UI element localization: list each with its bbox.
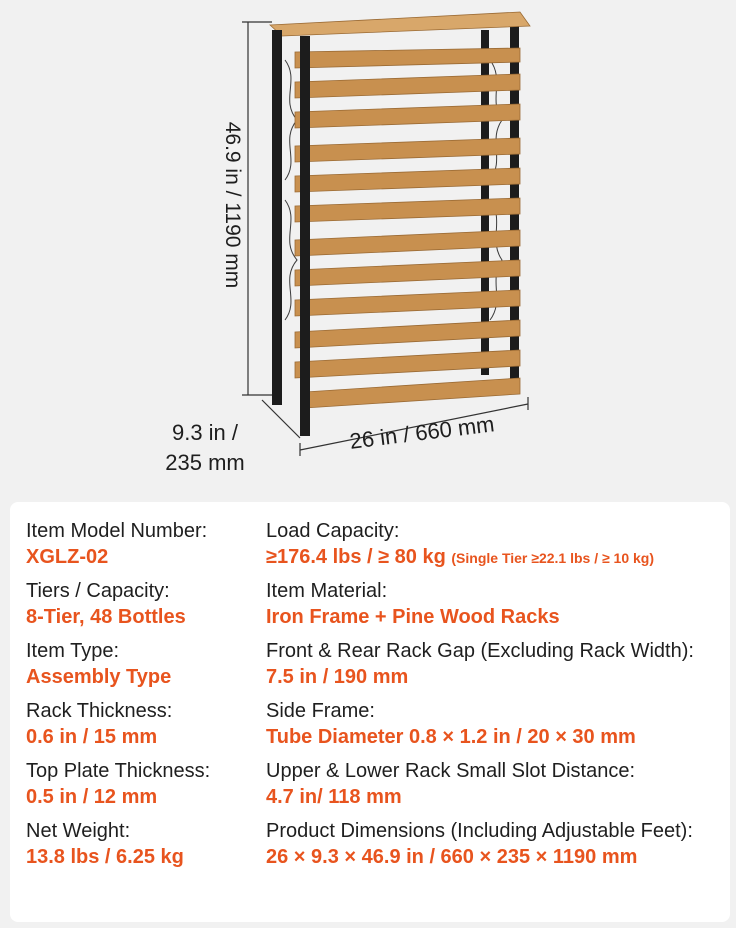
spec-value: Iron Frame + Pine Wood Racks [266, 606, 560, 628]
spec-value: Tube Diameter 0.8 × 1.2 in / 20 × 30 mm [266, 726, 636, 748]
spec-label: Top Plate Thickness: [26, 760, 211, 782]
spec-label: Item Type: [26, 640, 120, 662]
spec-label: Upper & Lower Rack Small Slot Distance: [266, 760, 636, 782]
spec-label: Item Material: [266, 580, 388, 602]
spec-label: Rack Thickness: [26, 700, 173, 722]
height-dimension-label: 46.9 in / 1190 mm [221, 121, 244, 289]
spec-label: Load Capacity: [266, 520, 400, 542]
specifications-card [10, 502, 730, 922]
spec-label: Tiers / Capacity: [26, 580, 170, 602]
spec-value: 4.7 in/ 118 mm [266, 786, 402, 808]
spec-value: 26 × 9.3 × 46.9 in / 660 × 235 × 1190 mm [266, 846, 638, 868]
spec-value: 13.8 lbs / 6.25 kg [26, 846, 184, 868]
spec-label: Front & Rear Rack Gap (Excluding Rack Width): [266, 640, 694, 662]
spec-value: 0.5 in / 12 mm [26, 786, 158, 808]
depth-dimension-line1: 9.3 in / [171, 420, 239, 445]
spec-value-note: (Single Tier ≥22.1 lbs / ≥ 10 kg) [451, 550, 655, 566]
spec-label: Side Frame: [266, 700, 375, 722]
spec-label: Net Weight: [26, 820, 131, 842]
spec-label: Product Dimensions (Including Adjustable Feet): [266, 820, 693, 842]
spec-tiers-capacity [26, 578, 256, 638]
spec-label: Item Model Number: [26, 520, 208, 542]
spec-load-capacity [266, 518, 726, 578]
spec-item-model [26, 518, 256, 578]
spec-product-dimensions [266, 818, 726, 878]
spec-value: 0.6 in / 15 mm [26, 726, 158, 748]
spec-rack-gap [266, 638, 726, 698]
spec-side-frame [266, 698, 726, 758]
depth-dimension-label [150, 418, 260, 478]
rack-frame-front [272, 30, 310, 436]
depth-dimension-line2: 235 mm [165, 450, 245, 475]
specs-left-column [26, 518, 256, 878]
spec-top-plate-thickness [26, 758, 256, 818]
spec-value: 7.5 in / 190 mm [266, 666, 409, 688]
width-dimension-label: 26 in / 660 mm [348, 411, 496, 454]
top-plate [270, 12, 530, 36]
specs-right-column [266, 518, 726, 878]
spec-value: XGLZ-02 [26, 546, 109, 568]
spec-value: 8-Tier, 48 Bottles [26, 606, 186, 628]
spec-value [266, 544, 726, 571]
spec-item-type [26, 638, 256, 698]
spec-value: Assembly Type [26, 666, 172, 688]
spec-slot-distance [266, 758, 726, 818]
spec-net-weight [26, 818, 256, 878]
spec-item-material [266, 578, 726, 638]
spec-value-main: ≥176.4 lbs / ≥ 80 kg [266, 546, 446, 568]
spec-rack-thickness [26, 698, 256, 758]
